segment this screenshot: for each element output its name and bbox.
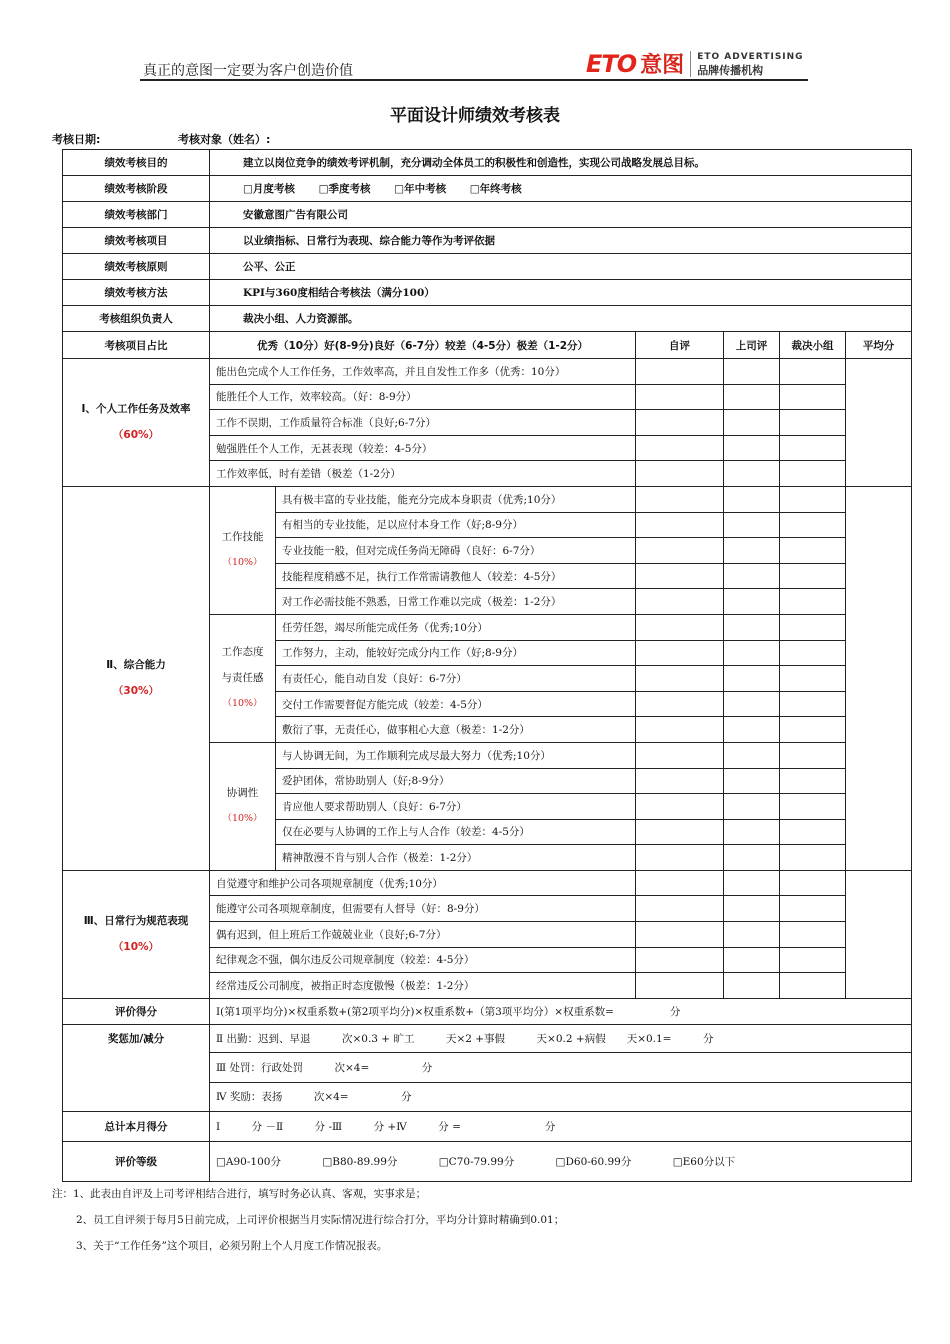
subgroup-name: 工作技能 xyxy=(221,531,264,544)
criteria-text: 偶有迟到，但上班后工作兢兢业业（良好;6-7分） xyxy=(210,922,636,948)
total-row xyxy=(63,1111,912,1141)
grade-option-d[interactable]: □D60-60.99分 xyxy=(555,1155,632,1168)
subgroup-name: 工作态度 xyxy=(221,646,264,659)
panel-score-cell[interactable] xyxy=(780,614,846,640)
section3-weight: （10%） xyxy=(112,941,160,954)
subgroup-weight: （10%） xyxy=(222,557,263,569)
boss-score-cell[interactable] xyxy=(724,973,780,999)
self-score-cell[interactable] xyxy=(636,922,724,948)
info-label: 绩效考核阶段 xyxy=(63,176,210,202)
boss-score-cell[interactable] xyxy=(724,768,780,794)
panel-score-cell[interactable] xyxy=(780,589,846,615)
notes xyxy=(52,1181,564,1259)
panel-score-cell[interactable] xyxy=(780,845,846,871)
total-formula[interactable]: Ⅰ 分 －Ⅱ 分 -Ⅲ 分 +Ⅳ 分 = 分 xyxy=(210,1111,912,1141)
eval-formula-text: Ⅰ(第1项平均分)×权重系数+(第2项平均分)×权重系数+（第3项平均分）×权重系数= xyxy=(216,1005,614,1018)
boss-score-cell[interactable] xyxy=(724,410,780,436)
panel-score-cell[interactable] xyxy=(780,512,846,538)
panel-score-cell[interactable] xyxy=(780,691,846,717)
self-score-cell[interactable] xyxy=(636,512,724,538)
panel-score-cell[interactable] xyxy=(780,563,846,589)
self-score-cell[interactable] xyxy=(636,947,724,973)
criteria-text: 自觉遵守和维护公司各项规章制度（优秀;10分） xyxy=(210,870,636,896)
self-score-cell[interactable] xyxy=(636,870,724,896)
note-item: 3、关于“工作任务”这个项目，必须另附上个人月度工作情况报表。 xyxy=(76,1240,388,1252)
criteria-text: 工作不误期，工作质量符合标准（良好;6-7分） xyxy=(210,410,636,436)
panel-score-cell[interactable] xyxy=(780,742,846,768)
boss-score-cell[interactable] xyxy=(724,691,780,717)
panel-score-cell[interactable] xyxy=(780,486,846,512)
logo-cn-mark: 意图 xyxy=(640,53,685,78)
logo-en-text: ETO ADVERTISING xyxy=(697,51,804,62)
section3-label xyxy=(63,870,210,998)
boss-score-cell[interactable] xyxy=(724,717,780,743)
self-score-cell[interactable] xyxy=(636,435,724,461)
boss-score-cell[interactable] xyxy=(724,435,780,461)
header-divider xyxy=(140,79,808,81)
grade-row xyxy=(63,1141,912,1181)
stage-option-yearend[interactable]: □年终考核 xyxy=(469,183,522,195)
boss-score-cell[interactable] xyxy=(724,589,780,615)
info-row xyxy=(63,228,912,254)
boss-score-cell[interactable] xyxy=(724,512,780,538)
self-score-cell[interactable] xyxy=(636,768,724,794)
criteria-text: 敷衍了事，无责任心，做事粗心大意（极差：1-2分） xyxy=(276,717,636,743)
panel-score-cell[interactable] xyxy=(780,410,846,436)
eval-formula[interactable] xyxy=(210,998,912,1024)
section2-label xyxy=(63,486,210,870)
total-label: 总计本月得分 xyxy=(63,1111,210,1141)
grade-option-c[interactable]: □C70-79.99分 xyxy=(438,1155,515,1168)
header-slogan: 真正的意图一定要为客户创造价值 xyxy=(143,63,353,79)
self-score-cell[interactable] xyxy=(636,410,724,436)
stage-option-monthly[interactable]: □月度考核 xyxy=(243,183,295,195)
self-score-cell[interactable] xyxy=(636,896,724,922)
section1-name: Ⅰ、个人工作任务及效率 xyxy=(81,403,191,416)
bonus-attendance[interactable]: Ⅱ 出勤：迟到、早退 次×0.3 + 旷工 天×2 +事假 天×0.2 +病假 天×0.1= 分 xyxy=(210,1024,912,1052)
section2-name: Ⅱ、综合能力 xyxy=(106,659,166,672)
panel-score-cell[interactable] xyxy=(780,538,846,564)
panel-score-cell[interactable] xyxy=(780,768,846,794)
self-score-cell[interactable] xyxy=(636,973,724,999)
self-score-cell[interactable] xyxy=(636,691,724,717)
boss-score-cell[interactable] xyxy=(724,486,780,512)
panel-score-cell[interactable] xyxy=(780,922,846,948)
boss-score-cell[interactable] xyxy=(724,384,780,410)
panel-score-cell[interactable] xyxy=(780,794,846,820)
panel-score-cell[interactable] xyxy=(780,819,846,845)
criteria-text: 有责任心，能自动自发（良好：6-7分） xyxy=(276,666,636,692)
boss-score-cell[interactable] xyxy=(724,614,780,640)
panel-score-cell[interactable] xyxy=(780,461,846,487)
boss-score-cell[interactable] xyxy=(724,538,780,564)
item-weight-header: 考核项目占比 xyxy=(63,332,210,359)
average-score-cell[interactable] xyxy=(846,486,912,870)
grade-option-e[interactable]: □E60分以下 xyxy=(672,1155,736,1168)
criteria-row xyxy=(63,870,912,896)
bonus-penalty[interactable]: Ⅲ 处罚：行政处罚 次×4= 分 xyxy=(210,1052,912,1082)
criteria-text: 能胜任个人工作，效率较高。（好：8-9分） xyxy=(210,384,636,410)
panel-score-cell[interactable] xyxy=(780,384,846,410)
panel-score-cell[interactable] xyxy=(780,435,846,461)
note-item: 注：1、此表由自评及上司考评相结合进行，填写时务必认真、客观，实事求是； xyxy=(52,1188,427,1200)
boss-score-cell[interactable] xyxy=(724,563,780,589)
boss-eval-header: 上司评 xyxy=(724,332,780,359)
target-label: 考核对象（姓名）: xyxy=(178,133,271,146)
panel-score-cell[interactable] xyxy=(780,947,846,973)
self-score-cell[interactable] xyxy=(636,640,724,666)
criteria-text: 对工作必需技能不熟悉，日常工作难以完成（极差：1-2分） xyxy=(276,589,636,615)
subgroup-name-line2: 与责任感 xyxy=(221,672,264,685)
logo-eto-mark: ETO xyxy=(586,49,637,78)
boss-score-cell[interactable] xyxy=(724,870,780,896)
panel-score-cell[interactable] xyxy=(780,359,846,385)
self-score-cell[interactable] xyxy=(636,614,724,640)
criteria-text: 交付工作需要督促方能完成（较差：4-5分） xyxy=(276,691,636,717)
section2-weight: （30%） xyxy=(112,685,160,698)
grade-label: 评价等级 xyxy=(63,1141,210,1181)
evaluation-table xyxy=(62,149,912,1182)
boss-score-cell[interactable] xyxy=(724,896,780,922)
criteria-text: 能出色完成个人工作任务，工作效率高，并且自发性工作多（优秀：10分） xyxy=(210,359,636,385)
section3-name: Ⅲ、日常行为规范表现 xyxy=(83,915,189,928)
info-value: 安徽意图广告有限公司 xyxy=(210,202,912,228)
company-logo xyxy=(586,48,804,79)
eval-unit: 分 xyxy=(669,1005,681,1018)
criteria-text: 工作努力，主动，能较好完成分内工作（好;8-9分） xyxy=(276,640,636,666)
boss-score-cell[interactable] xyxy=(724,922,780,948)
info-label: 绩效考核项目 xyxy=(63,228,210,254)
self-score-cell[interactable] xyxy=(636,717,724,743)
criteria-text: 经常违反公司制度，被指正时态度傲慢（极差：1-2分） xyxy=(210,973,636,999)
panel-score-cell[interactable] xyxy=(780,896,846,922)
eval-score-label: 评价得分 xyxy=(63,998,210,1024)
scale-header: 优秀（10分）好(8-9分)良好（6-7分）较差（4-5分）极差（1-2分） xyxy=(210,332,636,359)
grade-option-b[interactable]: □B80-89.99分 xyxy=(322,1155,398,1168)
boss-score-cell[interactable] xyxy=(724,819,780,845)
self-score-cell[interactable] xyxy=(636,589,724,615)
info-row xyxy=(63,150,912,176)
bonus-reward[interactable]: Ⅳ 奖励：表扬 次×4= 分 xyxy=(210,1082,912,1111)
self-score-cell[interactable] xyxy=(636,461,724,487)
criteria-text: 有相当的专业技能，足以应付本身工作（好;8-9分） xyxy=(276,512,636,538)
info-row xyxy=(63,176,912,202)
info-row xyxy=(63,202,912,228)
subgroup-weight: （10%） xyxy=(222,813,263,825)
average-header: 平均分 xyxy=(846,332,912,359)
criteria-text: 与人协调无间，为工作顺利完成尽最大努力（优秀;10分） xyxy=(276,742,636,768)
page-title: 平面设计师绩效考核表 xyxy=(390,106,560,126)
average-score-cell[interactable] xyxy=(846,870,912,998)
info-label: 绩效考核目的 xyxy=(63,150,210,176)
panel-score-cell[interactable] xyxy=(780,973,846,999)
panel-score-cell[interactable] xyxy=(780,870,846,896)
eval-score-row xyxy=(63,998,912,1024)
subgroup-label-cooperation xyxy=(210,742,276,870)
grade-option-a[interactable]: □A90-100分 xyxy=(216,1155,281,1168)
panel-score-cell[interactable] xyxy=(780,640,846,666)
info-value: 裁决小组、人力资源部。 xyxy=(210,306,912,332)
criteria-text: 勉强胜任个人工作，无甚表现（较差：4-5分） xyxy=(210,435,636,461)
self-score-cell[interactable] xyxy=(636,794,724,820)
info-label: 绩效考核方法 xyxy=(63,280,210,306)
panel-score-cell[interactable] xyxy=(780,717,846,743)
info-row xyxy=(63,254,912,280)
criteria-text: 能遵守公司各项规章制度，但需要有人督导（好：8-9分） xyxy=(210,896,636,922)
criteria-text: 肯应他人要求帮助别人（良好：6-7分） xyxy=(276,794,636,820)
self-eval-header: 自评 xyxy=(636,332,724,359)
subgroup-weight: （10%） xyxy=(222,698,263,710)
info-label: 绩效考核部门 xyxy=(63,202,210,228)
self-score-cell[interactable] xyxy=(636,742,724,768)
grade-options xyxy=(210,1141,912,1181)
section1-label xyxy=(63,359,210,487)
criteria-text: 任劳任怨，竭尽所能完成任务（优秀;10分） xyxy=(276,614,636,640)
info-row xyxy=(63,306,912,332)
criteria-text: 工作效率低，时有差错（极差（1-2分） xyxy=(210,461,636,487)
date-label: 考核日期: xyxy=(52,133,101,146)
criteria-text: 技能程度稍感不足，执行工作常需请教他人（较差：4-5分） xyxy=(276,563,636,589)
logo-sub-text: 品牌传播机构 xyxy=(697,63,764,77)
criteria-text: 纪律观念不强，偶尔违反公司规章制度（较差：4-5分） xyxy=(210,947,636,973)
self-score-cell[interactable] xyxy=(636,384,724,410)
info-value: 建立以岗位竞争的绩效考评机制，充分调动全体员工的积极性和创造性，实现公司战略发展总目标。 xyxy=(210,150,912,176)
boss-score-cell[interactable] xyxy=(724,461,780,487)
info-value: 公平、公正 xyxy=(210,254,912,280)
criteria-text: 仅在必要与人协调的工作上与人合作（较差：4-5分） xyxy=(276,819,636,845)
boss-score-cell[interactable] xyxy=(724,947,780,973)
self-score-cell[interactable] xyxy=(636,486,724,512)
boss-score-cell[interactable] xyxy=(724,794,780,820)
criteria-row xyxy=(63,486,912,512)
self-score-cell[interactable] xyxy=(636,819,724,845)
info-label: 绩效考核原则 xyxy=(63,254,210,280)
subgroup-label-skills xyxy=(210,486,276,614)
self-score-cell[interactable] xyxy=(636,666,724,692)
self-score-cell[interactable] xyxy=(636,563,724,589)
boss-score-cell[interactable] xyxy=(724,845,780,871)
bonus-row xyxy=(63,1024,912,1052)
boss-score-cell[interactable] xyxy=(724,640,780,666)
subgroup-name: 协调性 xyxy=(226,787,259,800)
info-value: KPI与360度相结合考核法（满分100） xyxy=(210,280,912,306)
bonus-label: 奖惩加/减分 xyxy=(63,1024,210,1111)
criteria-row xyxy=(63,359,912,385)
criteria-text: 精神散漫不肯与别人合作（极差：1-2分） xyxy=(276,845,636,871)
average-score-cell[interactable] xyxy=(846,359,912,487)
self-score-cell[interactable] xyxy=(636,359,724,385)
panel-eval-header: 裁决小组 xyxy=(780,332,846,359)
criteria-text: 爱护团体，常协助别人（好;8-9分） xyxy=(276,768,636,794)
subgroup-label-attitude xyxy=(210,614,276,742)
boss-score-cell[interactable] xyxy=(724,742,780,768)
stage-option-midyear[interactable]: □年中考核 xyxy=(394,183,447,195)
info-value: 以业绩指标、日常行为表现、综合能力等作为考评依据 xyxy=(210,228,912,254)
criteria-text: 专业技能一般，但对完成任务尚无障碍（良好：6-7分） xyxy=(276,538,636,564)
info-row xyxy=(63,280,912,306)
criteria-text: 具有极丰富的专业技能，能充分完成本身职责（优秀;10分） xyxy=(276,486,636,512)
stage-options xyxy=(210,176,912,202)
boss-score-cell[interactable] xyxy=(724,359,780,385)
info-label: 考核组织负责人 xyxy=(63,306,210,332)
note-item: 2、员工自评须于每月5日前完成，上司评价根据当月实际情况进行综合打分，平均分计算时精确到0.01； xyxy=(76,1214,565,1226)
logo-divider xyxy=(690,51,691,77)
stage-option-quarterly[interactable]: □季度考核 xyxy=(318,183,371,195)
panel-score-cell[interactable] xyxy=(780,666,846,692)
self-score-cell[interactable] xyxy=(636,845,724,871)
score-header-row xyxy=(63,332,912,359)
section1-weight: （60%） xyxy=(112,429,160,442)
self-score-cell[interactable] xyxy=(636,538,724,564)
boss-score-cell[interactable] xyxy=(724,666,780,692)
